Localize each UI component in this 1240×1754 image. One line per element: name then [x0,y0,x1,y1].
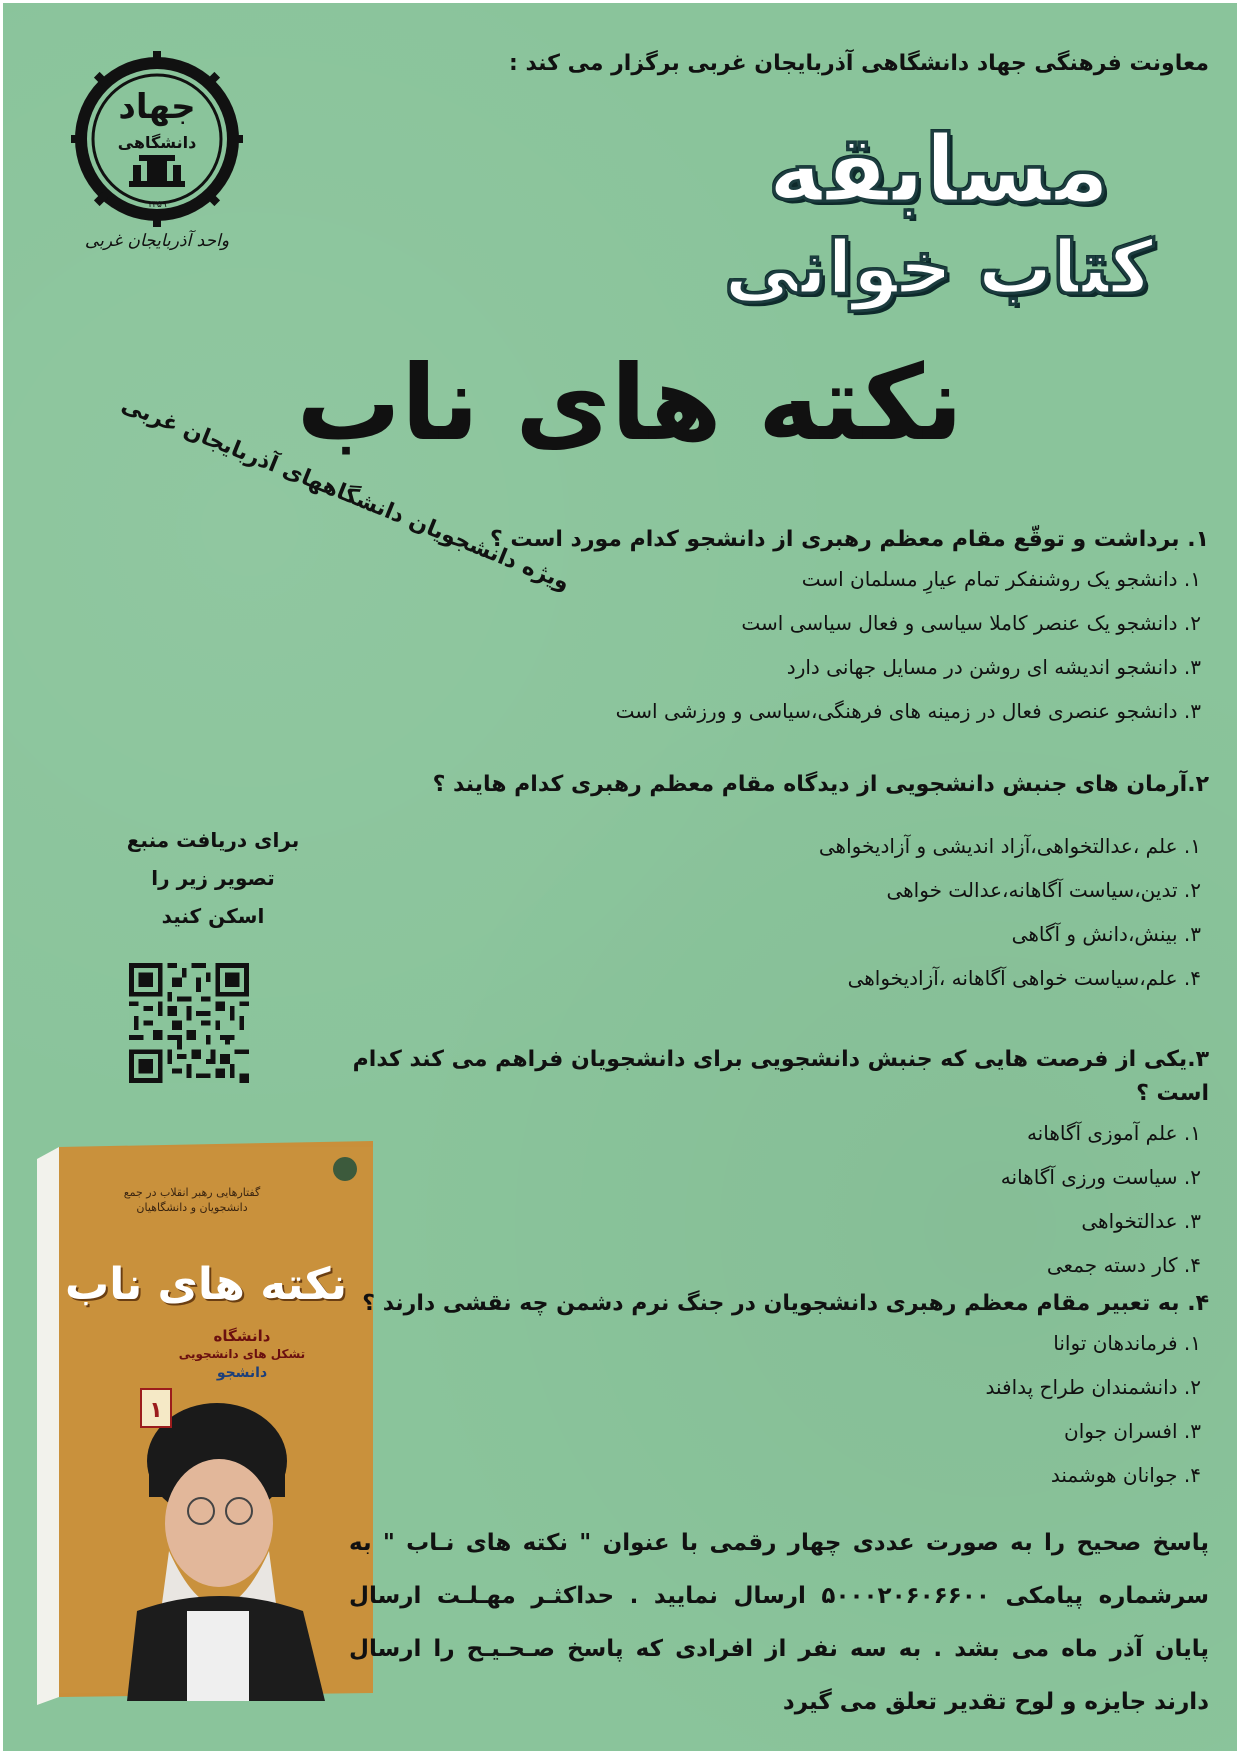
book-subtitle2: تشکل های دانشجویی [178,1347,306,1361]
option-item: ۱. علم آموزی آگاهانه [1026,1121,1201,1145]
banner-line2: کتاب خوانی [724,225,1154,311]
book-volume: ۱ [149,1398,163,1423]
logo-caption: واحد آذربایجان غربی [84,231,230,251]
option-item: ۳. بینش،دانش و آگاهی [1011,922,1201,946]
option-item: ۲. دانشمندان طراح پدافند [985,1375,1201,1399]
question-title: ۴. به تعبیر مقام معظم رهبری دانشجویان در جنگ نرم دشمن چه نقشی دارند ؟ [362,1291,1209,1316]
logo-top-text: جهاد [118,87,196,127]
question-title: ۳.یکی از فرصت هایی که جنبش دانشجویی برای دانشجویان فراهم می کند کدام است ؟ [352,1047,1209,1106]
poster-page [3,3,1237,1751]
book-title: نکته های ناب [64,1259,347,1310]
scan-text-line1: برای دریافت منبع تصویر زیر را [126,828,300,890]
question-2 [349,768,1209,1000]
option-item: ۳. افسران جوان [1064,1419,1201,1443]
question-4 [349,1287,1209,1497]
option-item: ۲. سیاست ورزی آگاهانه [1000,1165,1201,1189]
qr-code-icon[interactable] [129,963,249,1083]
banner-line1: مسابقه [768,116,1110,223]
scan-text-line2: اسکن کنید [161,904,265,928]
question-title: ۱. برداشت و توقّع مقام معظم رهبری از دانشجو کدام مورد است ؟ [490,527,1209,552]
option-item: ۴. علم،سیاست خواهی آگاهانه ،آزادیخواهی [847,966,1201,990]
option-item: ۳. دانشجو اندیشه ای روشن در مسایل جهانی دارد [786,655,1201,679]
question-title: ۲.آرمان های جنبش دانشجویی از دیدگاه مقام معظم رهبری کدام هایند ؟ [432,772,1209,797]
question-3 [349,1043,1209,1287]
book-small-text: گفتارهایی رهبر انقلاب در جمع دانشجویان و دانشگاهیان [123,1186,261,1214]
option-item: ۲. تدین،سیاست آگاهانه،عدالت خواهی [886,878,1201,902]
logo-year: ۱۳۵۹ [147,200,167,210]
question-1 [349,523,1209,733]
option-item: ۱. فرماندهان توانا [1053,1331,1201,1355]
option-item: ۳. عدالتخواهی [1081,1209,1201,1233]
option-item: ۱. دانشجو یک روشنفکر تمام عیارِ مسلمان است [801,567,1201,591]
book-subtitle1: دانشگاه [213,1327,271,1345]
rotated-subtitle: ویژه دانشجویان دانشگاههای آذربایجان غربی [117,392,574,596]
option-item: ۱. علم ،عدالتخواهی،آزاد اندیشی و آزادیخواهی [818,834,1201,858]
book-cover-image [37,1141,373,1705]
organizer-line: معاونت فرهنگی جهاد دانشگاهی آذربایجان غربی برگزار می کند : [508,51,1209,76]
logo-mid-text: دانشگاهی [117,133,197,152]
option-item: ۲. دانشجو یک عنصر کاملا سیاسی و فعال سیاسی است [741,611,1201,635]
scan-instructions [113,821,313,935]
option-item: ۳. دانشجو عنصری فعال در زمینه های فرهنگی،سیاسی و ورزشی است [615,699,1201,723]
contest-banner [689,115,1189,315]
answer-instructions: پاسخ صحیح را به صورت عددی چهار رقمی با عنوان " نکته های نـاب " به سرشماره پیامکی ۵۰۰۰۲۰۶۰۶۶۰۰ ارسال نمایید . حداکثـر مهـلـت ارسال پایان آذر ماه می بشد . به سه نفر از افرادی که پاسخ صـحـیـح را ارسال دارند جایزه و لوح تقدیر تعلق می گیرد [349,1530,1209,1715]
option-item: ۴. جوانان هوشمند [1050,1463,1201,1487]
main-title: نکته های ناب [296,342,963,464]
option-item: ۴. کار دسته جمعی [1046,1253,1201,1277]
book-subtitle3: دانشجو [216,1365,268,1381]
